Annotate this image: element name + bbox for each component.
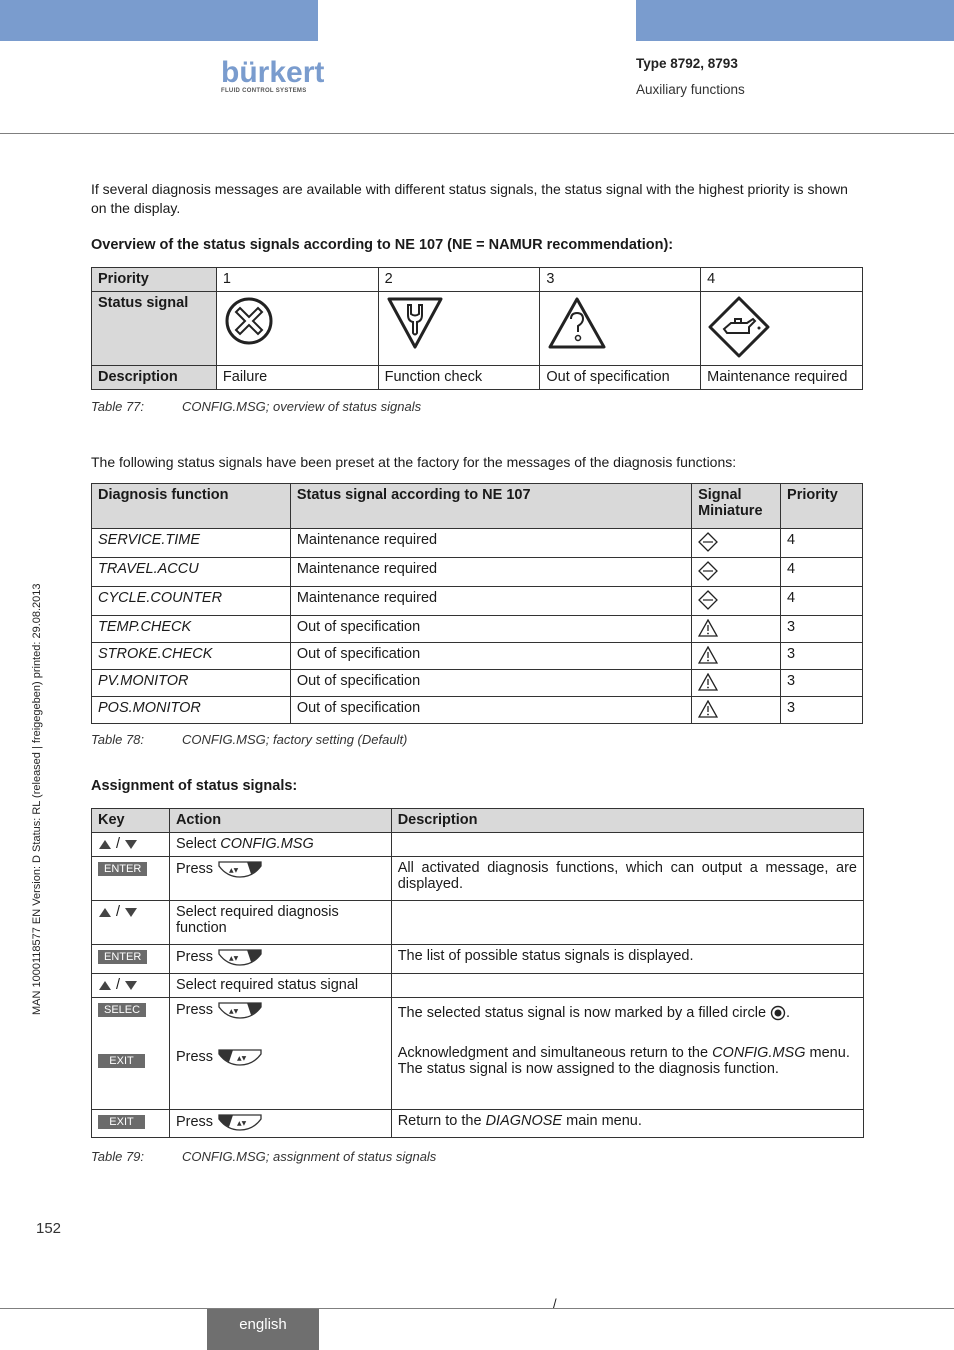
page-number: 152 — [36, 1220, 62, 1237]
section-title: Auxiliary functions — [636, 82, 745, 97]
svg-text:▲▼: ▲▼ — [229, 955, 239, 962]
press-right-key-icon — [217, 1001, 263, 1019]
action-cell: Select required diagnosis function — [169, 901, 391, 945]
action-cell — [169, 857, 391, 901]
diagnosis-function-cell: CYCLE.COUNTER — [92, 587, 291, 616]
table78-intro: The following status signals have been preset at the factory for the messages of the diagnosis functions: — [91, 454, 737, 470]
press-left-key-icon — [217, 1048, 263, 1066]
language-tab: english — [207, 1309, 319, 1350]
table78-caption — [91, 732, 408, 747]
enter-key: ENTER — [98, 862, 147, 876]
status-signal-cell — [216, 292, 378, 366]
maintenance-mini-icon — [698, 561, 718, 581]
press-right-key-icon — [217, 860, 263, 878]
col-header: Signal Miniature — [692, 484, 781, 529]
table-row — [92, 529, 863, 558]
caption-number: Table 79: — [91, 1149, 145, 1164]
table-row — [92, 998, 864, 1110]
priority-cell: 3 — [781, 643, 863, 670]
action-text: Press — [175, 1001, 214, 1018]
arrow-down-key-icon — [124, 839, 138, 850]
miniature-cell — [692, 616, 781, 643]
action-text: Press — [175, 948, 214, 965]
table-row — [92, 974, 864, 998]
row-label-priority: Priority — [92, 268, 217, 292]
description-cell: All activated diagnosis functions, which can output a message, are displayed. — [391, 857, 863, 901]
description-cell — [391, 1110, 863, 1138]
priority-cell: 4 — [781, 587, 863, 616]
miniature-cell — [692, 529, 781, 558]
diagnosis-function-cell: TEMP.CHECK — [92, 616, 291, 643]
arrow-down-key-icon — [124, 980, 138, 991]
description-cell — [391, 901, 863, 945]
footer-mark-icon: / — [553, 1296, 557, 1311]
action-text: Press — [175, 1113, 214, 1130]
description-cell — [391, 974, 863, 998]
signal-cell: Maintenance required — [290, 587, 691, 616]
footer-divider — [0, 1308, 954, 1309]
intro-paragraph: If several diagnosis messages are available with different status signals, the status signal with the highest priority is shown on the display. — [91, 181, 848, 216]
caption-text: CONFIG.MSG; assignment of status signals — [182, 1149, 437, 1164]
exit-key: EXIT — [98, 1115, 145, 1129]
status-signal-cell — [540, 292, 701, 366]
key-cell — [92, 1110, 170, 1138]
status-signal-overview-table — [91, 267, 863, 390]
description-text: menu. — [805, 1045, 850, 1062]
header-divider — [0, 133, 954, 134]
caption-number: Table 78: — [91, 732, 145, 747]
description-cell: The list of possible status signals is displayed. — [391, 945, 863, 974]
key-cell — [92, 901, 170, 945]
menu-name: CONFIG.MSG — [220, 836, 314, 852]
description-text: Return to the — [397, 1113, 486, 1129]
priority-cell: 4 — [701, 268, 863, 292]
press-left-key-icon — [217, 1113, 263, 1131]
priority-cell: 3 — [781, 697, 863, 724]
action-cell — [169, 945, 391, 974]
col-header: Diagnosis function — [92, 484, 291, 529]
row-label-description: Description — [92, 366, 217, 390]
brand-logo-subtext: FLUID CONTROL SYSTEMS — [221, 88, 307, 94]
caption-text: CONFIG.MSG; overview of status signals — [182, 399, 422, 414]
maintenance-mini-icon — [698, 532, 718, 552]
status-signal-cell — [701, 292, 863, 366]
enter-key: ENTER — [98, 950, 147, 964]
warning-mini-icon — [698, 700, 718, 718]
description-cell: Out of specification — [540, 366, 701, 390]
key-cell — [92, 857, 170, 901]
warning-mini-icon — [698, 673, 718, 691]
diagnosis-function-cell: STROKE.CHECK — [92, 643, 291, 670]
key-cell — [92, 945, 170, 974]
svg-text:▲▼: ▲▼ — [237, 1055, 247, 1062]
action-cell: Select required status signal — [169, 974, 391, 998]
table-row — [92, 643, 863, 670]
description-cell: Maintenance required — [701, 366, 863, 390]
description-cell: Failure — [216, 366, 378, 390]
signal-cell: Out of specification — [290, 643, 691, 670]
action-text: Press — [175, 860, 214, 877]
document-meta-sidebar: MAN 1000118577 EN Version: D Status: RL (released | freigegeben) printed: 29.08.2013 — [31, 583, 43, 1015]
table-row — [92, 616, 863, 643]
priority-cell: 3 — [540, 268, 701, 292]
caption-number: Table 77: — [91, 399, 145, 414]
key-cell — [92, 974, 170, 998]
priority-cell: 1 — [216, 268, 378, 292]
col-header: Priority — [781, 484, 863, 529]
diagnosis-function-cell: POS.MONITOR — [92, 697, 291, 724]
miniature-cell — [692, 558, 781, 587]
miniature-cell — [692, 670, 781, 697]
table-row — [92, 833, 864, 857]
description-text: The status signal is now assigned to the diagnosis function. — [397, 1061, 779, 1078]
action-cell — [169, 998, 391, 1110]
caption-text: CONFIG.MSG; factory setting (Default) — [182, 732, 408, 747]
col-header: Key — [92, 809, 170, 833]
col-header: Description — [391, 809, 863, 833]
signal-cell: Out of specification — [290, 697, 691, 724]
row-label-status-signal: Status signal — [92, 292, 217, 366]
signal-cell: Out of specification — [290, 616, 691, 643]
table79-caption — [91, 1149, 437, 1164]
description-cell: Function check — [378, 366, 540, 390]
table-row — [92, 670, 863, 697]
action-text: Select — [175, 836, 221, 852]
signal-cell: Maintenance required — [290, 529, 691, 558]
description-text: Acknowledgment and simultaneous return to the — [397, 1045, 713, 1062]
failure-icon — [223, 295, 275, 347]
svg-text:▲▼: ▲▼ — [237, 1120, 247, 1127]
signal-cell: Out of specification — [290, 670, 691, 697]
table-row — [92, 697, 863, 724]
key-separator: / — [116, 836, 121, 852]
status-signal-cell — [378, 292, 540, 366]
table-row — [92, 857, 864, 901]
header-bar-right — [636, 0, 954, 41]
diagnosis-function-cell: SERVICE.TIME — [92, 529, 291, 558]
description-cell — [391, 998, 863, 1110]
table-row — [92, 587, 863, 616]
press-right-key-icon — [217, 948, 263, 966]
miniature-cell — [692, 587, 781, 616]
warning-mini-icon — [698, 646, 718, 664]
menu-name: DIAGNOSE — [485, 1113, 563, 1129]
table77-heading: Overview of the status signals according to NE 107 (NE = NAMUR recommendation): — [91, 237, 674, 253]
table-row — [92, 1110, 864, 1138]
action-text: Press — [175, 1048, 214, 1065]
diagnosis-function-cell: TRAVEL.ACCU — [92, 558, 291, 587]
priority-cell: 3 — [781, 616, 863, 643]
diagnosis-function-cell: PV.MONITOR — [92, 670, 291, 697]
table-row — [92, 558, 863, 587]
table-row — [92, 945, 864, 974]
col-header: Status signal according to NE 107 — [290, 484, 691, 529]
description-text: The selected status signal is now marked by a filled circle — [397, 1005, 767, 1021]
signal-cell: Maintenance required — [290, 558, 691, 587]
priority-cell: 3 — [781, 670, 863, 697]
miniature-cell — [692, 697, 781, 724]
select-key: SELEC — [98, 1003, 146, 1017]
col-header: Action — [169, 809, 391, 833]
maintenance-mini-icon — [698, 590, 718, 610]
warning-mini-icon — [698, 619, 718, 637]
table77-caption — [91, 399, 422, 414]
arrow-up-key-icon — [98, 839, 112, 850]
menu-name: CONFIG.MSG — [712, 1045, 806, 1062]
assignment-table — [91, 808, 864, 1138]
factory-preset-table — [91, 483, 863, 724]
maintenance-icon — [707, 295, 771, 359]
priority-cell: 4 — [781, 529, 863, 558]
document-type: Type 8792, 8793 — [636, 56, 738, 71]
out-of-spec-icon — [546, 295, 608, 351]
action-cell — [169, 833, 391, 857]
description-text: . — [786, 1005, 791, 1021]
arrow-up-key-icon — [98, 907, 112, 918]
action-cell — [169, 1110, 391, 1138]
svg-text:▲▼: ▲▼ — [229, 867, 239, 874]
key-separator: / — [116, 904, 121, 920]
filled-circle-icon — [770, 1005, 786, 1021]
key-cell — [92, 998, 170, 1110]
priority-cell: 2 — [378, 268, 540, 292]
description-cell — [391, 833, 863, 857]
key-separator: / — [116, 977, 121, 993]
table-row — [92, 901, 864, 945]
table79-heading: Assignment of status signals: — [91, 778, 298, 794]
header-bar-left — [0, 0, 318, 41]
exit-key: EXIT — [98, 1054, 145, 1068]
brand-logo: bürkert — [221, 56, 325, 89]
key-cell — [92, 833, 170, 857]
arrow-up-key-icon — [98, 980, 112, 991]
svg-text:▲▼: ▲▼ — [229, 1008, 239, 1015]
arrow-down-key-icon — [124, 907, 138, 918]
priority-cell: 4 — [781, 558, 863, 587]
miniature-cell — [692, 643, 781, 670]
function-check-icon — [385, 295, 445, 351]
description-text: main menu. — [562, 1113, 642, 1129]
